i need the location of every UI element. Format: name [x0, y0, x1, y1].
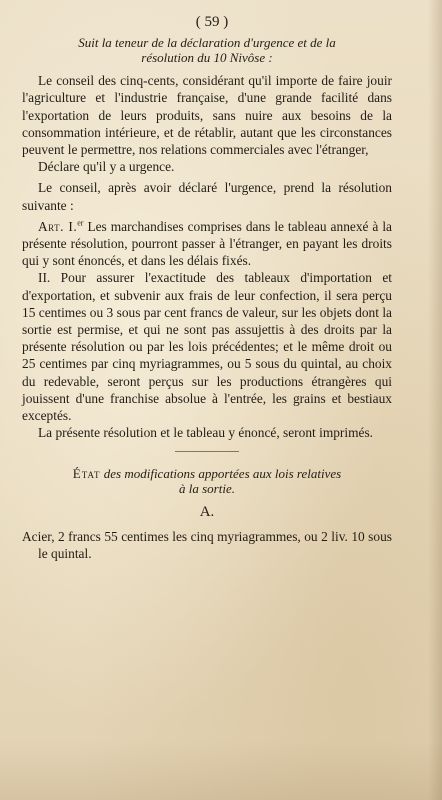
paragraph-declaration: Déclare qu'il y a urgence. — [38, 159, 175, 175]
paragraph-preamble: Le conseil des cinq-cents, considérant qu'il importe de faire jouir l'agriculture et l'industrie française, d'une grande facilité dans l'exportation de leurs produits, sans nuire aux besoins de la consommation intérieure, et de rétablir, autant que les circonstances peuvent le permettre, nos relations commerciales avec l'étranger, — [22, 73, 392, 158]
etat-heading-word: État — [72, 466, 101, 482]
etat-heading-rest: des modifications apportées aux lois relatives — [103, 466, 342, 482]
page-number: ( 59 ) — [195, 14, 229, 30]
etat-heading-line-2: à la sortie. — [179, 481, 235, 497]
section-heading — [22, 35, 392, 65]
page-text-block — [22, 14, 392, 562]
article-1-text: Les marchandises comprises dans le tableau annexé à la présente résolution, pourront passer à l'étranger, en payant les droits qui y sont énoncés, et dans les délais fixés. — [22, 218, 392, 269]
paragraph-article-1 — [22, 218, 392, 270]
paragraph-article-2: II. Pour assurer l'exactitude des tableaux d'importation et d'exportation, et subvenir aux frais de leur confection, il sera perçu 15 centimes ou 3 sous par cent francs de valeur, sur les objets dont la sortie est permise, et qui ne sont pas assujettis à des droits par la présente résolution ou par les lois précédentes; et le même droit ou 25 centimes par cinq myriagrammes, ou 5 sous du quintal, au choix du redevable, seront perçus sur les productions étrangères qui jouissent d'une franchise absolue à l'entrée, les grains et bestiaux exceptés. — [22, 270, 392, 424]
article-1-superscript: er — [77, 218, 84, 228]
section-heading-line-2: résolution du 10 Nivôse : — [141, 50, 273, 66]
page-spine-shadow — [428, 0, 442, 800]
page-bottom-shadow — [0, 740, 442, 800]
article-1-label: Art. I. — [38, 218, 78, 234]
paragraph-council: Le conseil, après avoir déclaré l'urgence, prend la résolution suivante : — [22, 180, 392, 213]
etat-heading — [22, 466, 392, 496]
section-heading-line-1: Suit la teneur de la déclaration d'urgence et de la — [78, 35, 336, 51]
section-divider — [175, 451, 239, 452]
entry-acier: Acier, 2 francs 55 centimes les cinq myriagrammes, ou 2 liv. 10 sous le quintal. — [22, 528, 392, 561]
paragraph-printing: La présente résolution et le tableau y énoncé, seront imprimés. — [38, 425, 374, 441]
section-letter: A. — [199, 504, 215, 521]
